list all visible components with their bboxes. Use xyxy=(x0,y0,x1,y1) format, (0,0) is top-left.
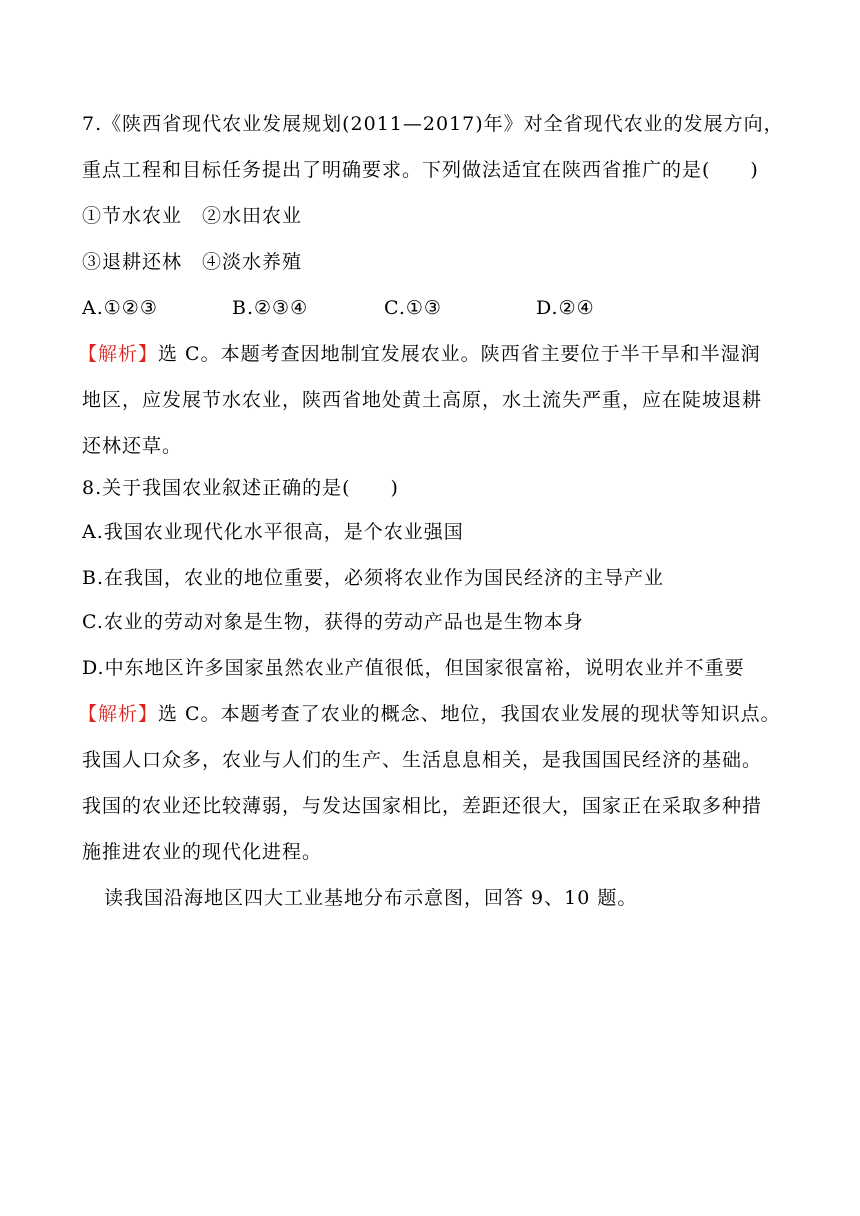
q8-analysis-text: 选 C。本题考查了农业的概念、地位，我国农业发展的现状等知识点。 xyxy=(158,703,781,725)
q8-analysis-line4: 施推进农业的现代化进程。 xyxy=(82,841,323,863)
q7-option-d: D.②④ xyxy=(536,297,595,319)
q7-analysis-line1 xyxy=(78,340,761,368)
q7-items-line2: ③退耕还林 ④淡水养殖 xyxy=(82,251,303,273)
q7-options xyxy=(82,294,682,322)
q8-analysis-line3: 我国的农业还比较薄弱，与发达国家相比，差距还很大，国家正在采取多种措 xyxy=(82,795,763,817)
q8-option-c: C.农业的劳动对象是生物，获得的劳动产品也是生物本身 xyxy=(82,611,584,633)
q7-option-b: B.②③④ xyxy=(232,297,309,319)
q7-items-line1: ①节水农业 ②水田农业 xyxy=(82,205,303,227)
q9-10-intro: 读我国沿海地区四大工业基地分布示意图，回答 9、10 题。 xyxy=(104,887,638,909)
q7-analysis-line2: 地区，应发展节水农业，陕西省地处黄土高原，水土流失严重，应在陡坡退耕 xyxy=(82,389,763,411)
q8-option-a: A.我国农业现代化水平很高，是个农业强国 xyxy=(82,521,464,543)
analysis-tag: 【解析】 xyxy=(78,343,159,365)
q8-option-d: D.中东地区许多国家虽然农业产值很低，但国家很富裕，说明农业并不重要 xyxy=(82,657,745,679)
q7-stem-line2: 重点工程和目标任务提出了明确要求。下列做法适宜在陕西省推广的是( ) xyxy=(82,159,759,181)
q7-option-c: C.①③ xyxy=(384,297,442,319)
q8-stem: 8.关于我国农业叙述正确的是( ) xyxy=(82,477,399,499)
q8-analysis-line2: 我国人口众多，农业与人们的生产、生活息息相关，是我国国民经济的基础。 xyxy=(82,749,763,771)
q7-stem-line1: 7.《陕西省现代农业发展规划(2011—2017)年》对全省现代农业的发展方向， xyxy=(82,113,784,135)
q7-option-a: A.①②③ xyxy=(82,297,158,319)
q8-option-b: B.在我国，农业的地位重要，必须将农业作为国民经济的主导产业 xyxy=(82,567,665,589)
q8-analysis-line1 xyxy=(78,700,781,728)
analysis-tag: 【解析】 xyxy=(78,703,159,725)
q7-analysis-line3: 还林还草。 xyxy=(82,435,183,457)
q7-analysis-text: 选 C。本题考查因地制宜发展农业。陕西省主要位于半干旱和半湿润 xyxy=(158,343,761,365)
